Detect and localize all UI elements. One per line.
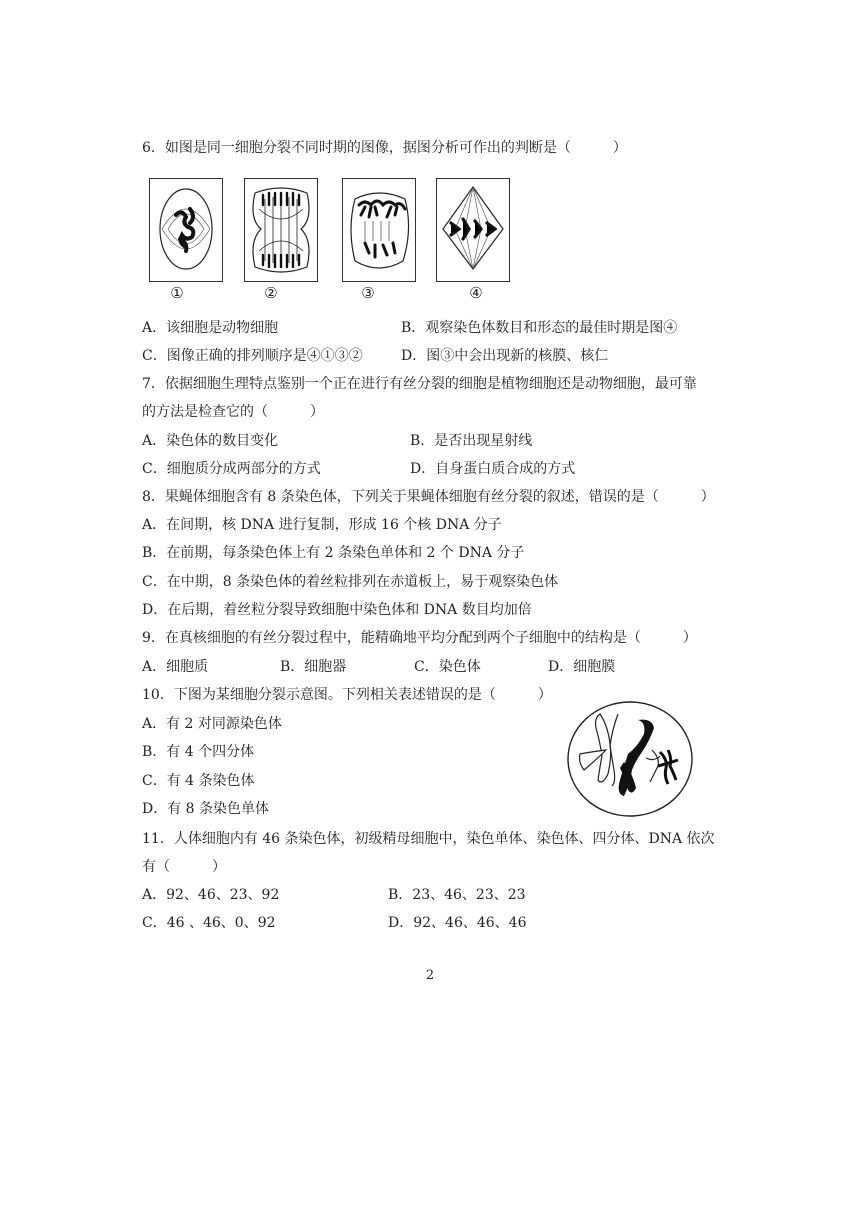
q8-option-c: C．在中期，8 条染色体的着丝粒排列在赤道板上，易于观察染色体 <box>142 574 559 590</box>
q10-stem: 10．下图为某细胞分裂示意图。下列相关表述错误的是（ ） <box>142 687 552 703</box>
q11-option-c: C．46 、46、0、92 <box>142 915 276 931</box>
q11-stem-line1: 11．人体细胞内有 46 条染色体，初级精母细胞中，染色单体、染色体、四分体、DNA 依次 <box>142 831 715 847</box>
q7-option-d: D．自身蛋白质合成的方式 <box>410 461 576 477</box>
figure-label-2: ② <box>264 284 278 302</box>
q9-option-a: A．细胞质 <box>142 659 209 675</box>
q6-option-d: D．图③中会出现新的核膜、核仁 <box>401 348 609 364</box>
cell-figure-1 <box>149 178 223 282</box>
q7-option-c: C．细胞质分成两部分的方式 <box>142 461 321 477</box>
q10-option-c: C．有 4 条染色体 <box>142 773 255 789</box>
q10-option-d: D．有 8 条染色单体 <box>142 801 270 817</box>
cell-figure-1-drawing <box>150 179 222 281</box>
q7-option-b: B．是否出现星射线 <box>410 433 533 449</box>
q11-option-b: B．23、46、23、23 <box>388 887 526 903</box>
q9-option-d: D．细胞膜 <box>548 659 616 675</box>
cell-figure-4 <box>436 178 510 282</box>
q9-option-c: C．染色体 <box>414 659 481 675</box>
q10-option-a: A．有 2 对同源染色体 <box>142 716 282 732</box>
q8-stem: 8．果蝇体细胞含有 8 条染色体，下列关于果蝇体细胞有丝分裂的叙述，错误的是（ ） <box>142 489 715 505</box>
q7-stem-line1: 7．依据细胞生理特点鉴别一个正在进行有丝分裂的细胞是植物细胞还是动物细胞，最可靠 <box>142 376 697 392</box>
q7-stem-line2: 的方法是检查它的（ ） <box>142 404 324 420</box>
q6-stem: 6．如图是同一细胞分裂不同时期的图像，据图分析可作出的判断是（ ） <box>142 140 627 156</box>
q6-option-b: B．观察染色体数目和形态的最佳时期是图④ <box>401 320 678 336</box>
cell-figure-2 <box>244 178 318 282</box>
figure-label-4: ④ <box>469 284 483 302</box>
q11-option-d: D．92、46、46、46 <box>388 915 527 931</box>
q6-option-a: A．该细胞是动物细胞 <box>142 320 279 336</box>
cell-figure-3-drawing <box>343 179 415 281</box>
page-number: 2 <box>425 968 435 983</box>
figure-label-1: ① <box>170 284 184 302</box>
q9-option-b: B．细胞器 <box>280 659 347 675</box>
q11-stem-line2: 有（ ） <box>142 859 226 875</box>
q9-stem: 9．在真核细胞的有丝分裂过程中，能精确地平均分配到两个子细胞中的结构是（ ） <box>142 630 697 646</box>
cell-figure-4-drawing <box>437 179 509 281</box>
q6-option-c: C．图像正确的排列顺序是④①③② <box>142 348 363 364</box>
q11-option-a: A．92、46、23、92 <box>142 887 280 903</box>
cell-figure-3 <box>342 178 416 282</box>
q8-option-a: A．在间期，核 DNA 进行复制，形成 16 个核 DNA 分子 <box>142 517 502 533</box>
q8-option-d: D．在后期，着丝粒分裂导致细胞中染色体和 DNA 数目均加倍 <box>142 602 532 618</box>
q8-option-b: B．在前期，每条染色体上有 2 条染色单体和 2 个 DNA 分子 <box>142 545 525 561</box>
q7-option-a: A．染色体的数目变化 <box>142 433 279 449</box>
figure-label-3: ③ <box>361 284 375 302</box>
q10-option-b: B．有 4 个四分体 <box>142 744 255 760</box>
meiosis-cell-figure <box>566 700 694 818</box>
cell-figure-2-drawing <box>245 179 317 281</box>
